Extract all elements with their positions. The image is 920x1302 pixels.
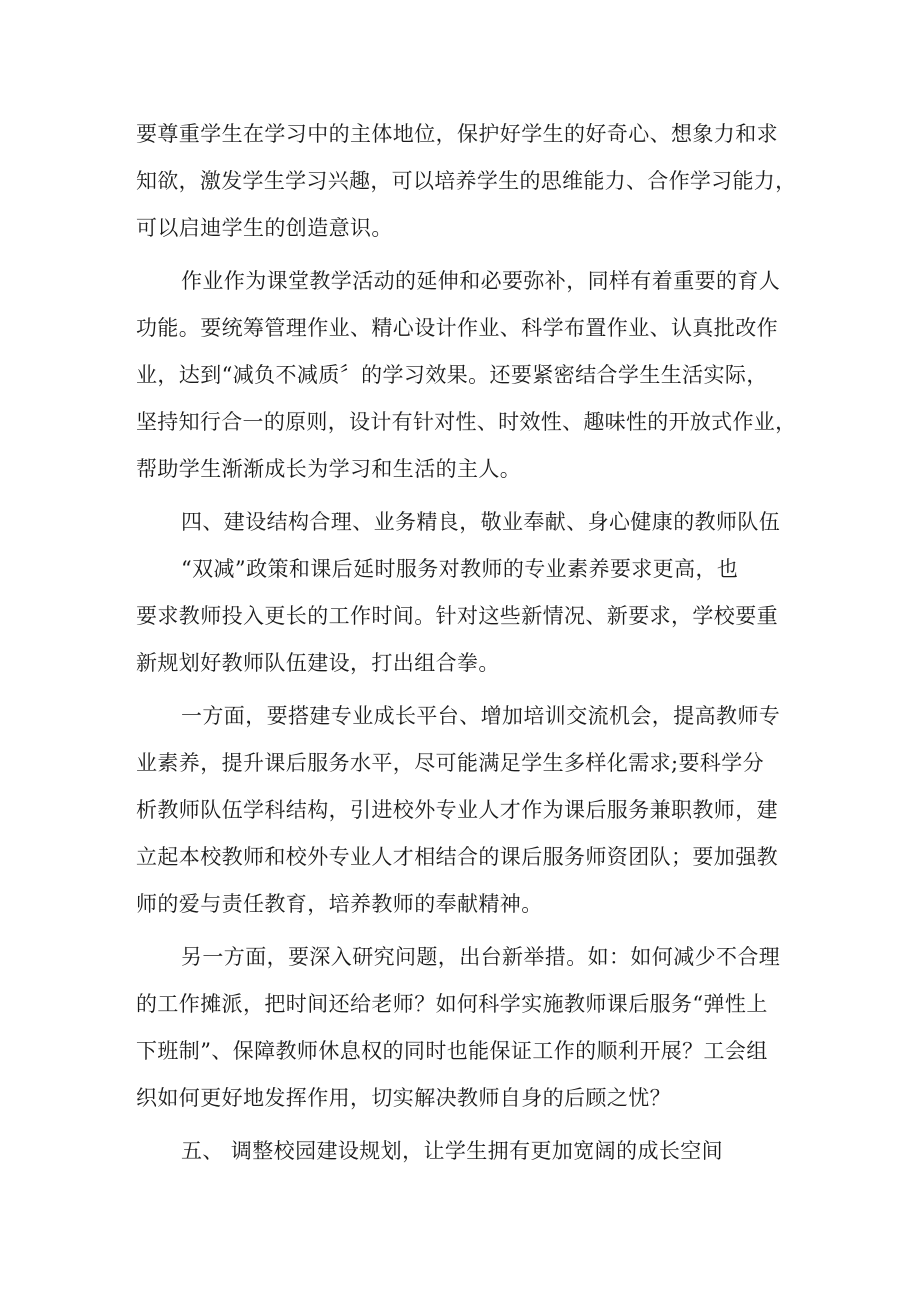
text-line: 的工作摊派，把时间还给老师？如何科学实施教师课后服务“弹性上 bbox=[136, 992, 768, 1016]
text-line: 一方面，要搭建专业成长平台、增加培训交流机会，提高教师专 bbox=[181, 704, 781, 728]
text-line: 师的爱与责任教育，培养教师的奉献精神。 bbox=[136, 892, 543, 916]
text-line: 另一方面，要深入研究问题，出台新举措。如：如何减少不合理 bbox=[181, 945, 781, 969]
text-line: 业素养，提升课后服务水平，尽可能满足学生多样化需求;要科学分 bbox=[136, 751, 765, 775]
text-line: 作业作为课堂教学活动的延伸和必要弥补，同样有着重要的育人 bbox=[181, 269, 781, 293]
text-line: 织如何更好地发挥作用，切实解决教师自身的后顾之忧？ bbox=[136, 1086, 671, 1110]
text-line: 新规划好教师队伍建设，打出组合拳。 bbox=[136, 651, 500, 675]
text-line: 功能。要统筹管理作业、精心设计作业、科学布置作业、认真批改作 bbox=[136, 316, 778, 340]
text-line: 要尊重学生在学习中的主体地位，保护好学生的好奇心、想象力和求 bbox=[136, 122, 778, 146]
text-line: 帮助学生渐渐成长为学习和生活的主人。 bbox=[136, 457, 522, 481]
text-line: 析教师队伍学科结构，引进校外专业人才作为课后服务兼职教师，建 bbox=[136, 798, 778, 822]
text-line: 要求教师投入更长的工作时间。针对这些新情况、新要求，学校要重 bbox=[136, 604, 778, 628]
section-heading: 五、 调整校园建设规划，让学生拥有更加宽阔的成长空间 bbox=[181, 1139, 724, 1163]
text-line: 立起本校教师和校外专业人才相结合的课后服务师资团队；要加强教 bbox=[136, 845, 778, 869]
text-line: 知欲，激发学生学习兴趣，可以培养学生的思维能力、合作学习能力， bbox=[136, 169, 797, 193]
text-line: 可以启迪学生的创造意识。 bbox=[136, 216, 393, 240]
section-heading: 四、建设结构合理、业务精良，敬业奉献、身心健康的教师队伍 bbox=[181, 510, 781, 534]
text-line: 业，达到“减负不减质〞的学习效果。还要紧密结合学生生活实际， bbox=[136, 363, 768, 387]
text-line: “双减”政策和课后延时服务对教师的专业素养要求更高，也 bbox=[181, 557, 739, 581]
text-line: 下班制”、保障教师休息权的同时也能保证工作的顺利开展？工会组 bbox=[136, 1039, 768, 1063]
text-line: 坚持知行合一的原则，设计有针对性、时效性、趣味性的开放式作业， bbox=[136, 410, 797, 434]
